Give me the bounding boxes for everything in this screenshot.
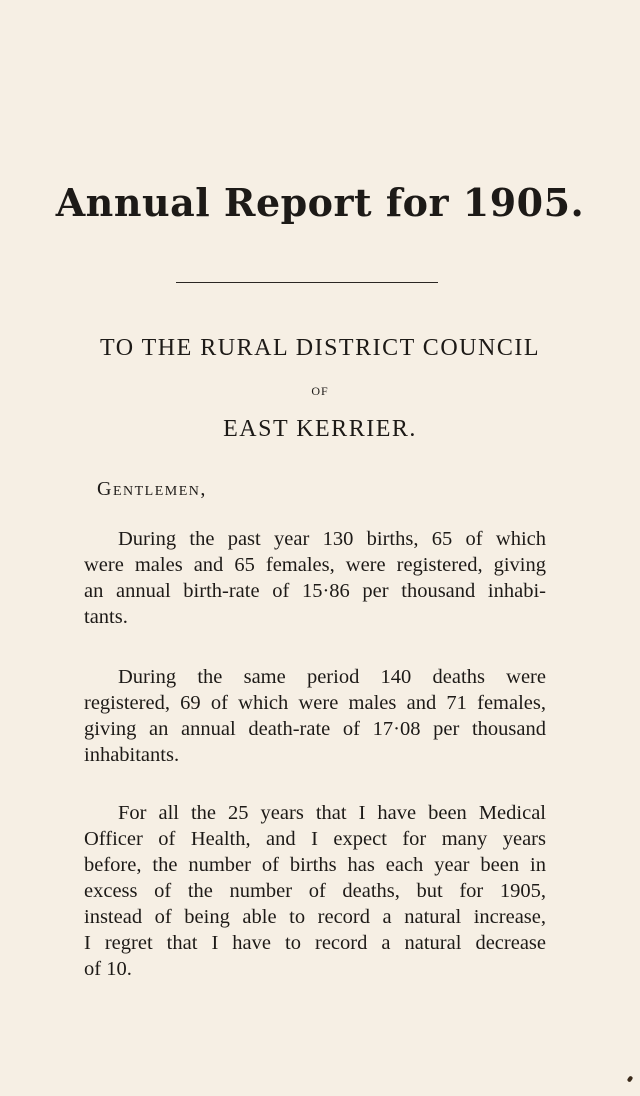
paragraph-line: During the same period 140 deaths were bbox=[118, 666, 546, 688]
title-divider bbox=[176, 282, 438, 283]
salutation: Gentlemen, bbox=[97, 478, 207, 500]
addressee-heading: TO THE RURAL DISTRICT COUNCIL bbox=[100, 335, 540, 361]
paragraph-line: excess of the number of deaths, but for 1905, bbox=[84, 880, 546, 902]
paragraph-deaths bbox=[84, 664, 546, 768]
ink-speck bbox=[627, 1075, 634, 1082]
paragraph-line: an annual birth-rate of 15·86 per thousand inhabi- bbox=[84, 580, 546, 602]
paragraph-line: giving an annual death-rate of 17·08 per thousand bbox=[84, 718, 546, 740]
paragraph-line: registered, 69 of which were males and 71 females, bbox=[84, 692, 546, 714]
paragraph-births bbox=[84, 526, 546, 630]
report-title: Annual Report for 1905. bbox=[55, 180, 585, 225]
paragraph-line: For all the 25 years that I have been Medical bbox=[118, 802, 546, 824]
paragraph-line: were males and 65 females, were registered, giving bbox=[84, 554, 546, 576]
council-name: EAST KERRIER. bbox=[223, 416, 417, 442]
paragraph-line: instead of being able to record a natural increase, bbox=[84, 906, 546, 928]
paragraph-line: of 10. bbox=[84, 958, 132, 980]
paragraph-line: before, the number of births has each year been in bbox=[84, 854, 546, 876]
paragraph-line: I regret that I have to record a natural decrease bbox=[84, 932, 546, 954]
of-label: OF bbox=[311, 384, 329, 398]
paragraph-line: tants. bbox=[84, 606, 128, 628]
paragraph-line: During the past year 130 births, 65 of which bbox=[118, 528, 546, 550]
paragraph-line: Officer of Health, and I expect for many years bbox=[84, 828, 546, 850]
paragraph-line: inhabitants. bbox=[84, 744, 180, 766]
paragraph-natural-decrease bbox=[84, 800, 546, 982]
